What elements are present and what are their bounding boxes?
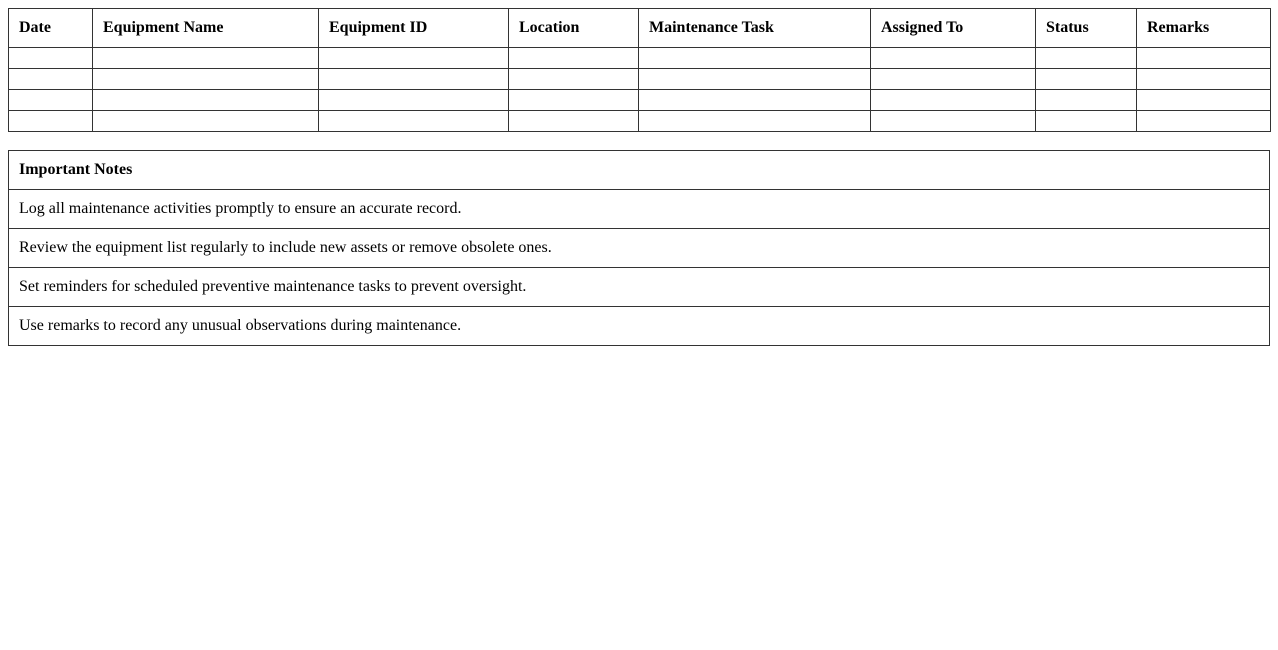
table-cell[interactable] [93,48,319,69]
header-maintenance-task: Maintenance Task [639,9,871,48]
table-cell[interactable] [509,111,639,132]
table-cell[interactable] [93,90,319,111]
table-cell[interactable] [9,90,93,111]
table-cell[interactable] [9,111,93,132]
table-cell[interactable] [1036,111,1137,132]
header-remarks: Remarks [1137,9,1271,48]
note-text: Use remarks to record any unusual observations during maintenance. [9,307,1270,346]
table-cell[interactable] [509,69,639,90]
header-equipment-name: Equipment Name [93,9,319,48]
header-equipment-id: Equipment ID [319,9,509,48]
table-cell[interactable] [93,69,319,90]
note-text: Log all maintenance activities promptly to ensure an accurate record. [9,190,1270,229]
notes-title: Important Notes [9,151,1270,190]
table-cell[interactable] [1036,48,1137,69]
header-status: Status [1036,9,1137,48]
list-item [9,229,1270,268]
table-row [9,90,1271,111]
table-cell[interactable] [509,48,639,69]
notes-header-row [9,151,1270,190]
header-date: Date [9,9,93,48]
table-cell[interactable] [871,48,1036,69]
note-text: Review the equipment list regularly to include new assets or remove obsolete ones. [9,229,1270,268]
table-cell[interactable] [319,90,509,111]
note-text: Set reminders for scheduled preventive maintenance tasks to prevent oversight. [9,268,1270,307]
table-cell[interactable] [639,111,871,132]
table-cell[interactable] [93,111,319,132]
table-cell[interactable] [1137,69,1271,90]
table-cell[interactable] [639,69,871,90]
table-cell[interactable] [639,90,871,111]
table-cell[interactable] [9,48,93,69]
table-cell[interactable] [1137,90,1271,111]
list-item [9,268,1270,307]
table-cell[interactable] [509,90,639,111]
table-cell[interactable] [1137,111,1271,132]
table-cell[interactable] [871,69,1036,90]
header-location: Location [509,9,639,48]
table-cell[interactable] [9,69,93,90]
list-item [9,190,1270,229]
table-cell[interactable] [1036,90,1137,111]
table-cell[interactable] [1137,48,1271,69]
table-cell[interactable] [639,48,871,69]
table-cell[interactable] [871,111,1036,132]
table-header-row [9,9,1271,48]
table-cell[interactable] [319,48,509,69]
important-notes-table [8,150,1270,346]
header-assigned-to: Assigned To [871,9,1036,48]
table-cell[interactable] [319,111,509,132]
table-row [9,69,1271,90]
table-row [9,111,1271,132]
maintenance-log-table [8,8,1271,132]
list-item [9,307,1270,346]
table-row [9,48,1271,69]
table-cell[interactable] [319,69,509,90]
table-cell[interactable] [1036,69,1137,90]
table-cell[interactable] [871,90,1036,111]
